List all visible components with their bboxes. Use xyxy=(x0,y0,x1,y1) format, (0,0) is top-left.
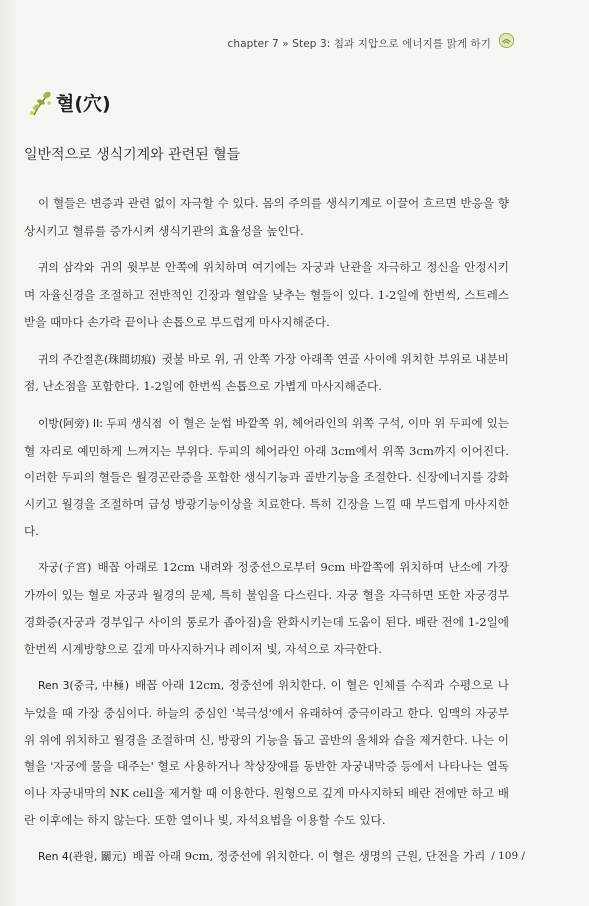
subheading: 일반적으로 생식기계와 관련된 혈들 xyxy=(24,147,241,163)
running-header: chapter 7 » Step 3: 침과 지압으로 에너지를 맑게 하기 xyxy=(227,38,491,50)
body-text xyxy=(24,190,509,881)
paragraph-term: 귀의 주간절흔(珠間切痕) xyxy=(38,352,156,366)
paragraph-text: 배꼽 아래 12cm, 정중선에 위치한다. 이 혈은 인체를 수직과 수평으로 나누었을 때 가장 중심이다. 하늘의 중심인 '북극성'에서 유래하여 중극이라고 한다. 임맥의 자궁부위 위에 위치하고 월경을 조절하며 신, 방광의 기능을 돕고 골반의 울체와 습을 제거한다. 나는 이 혈을 '자궁에 물을 대주는' 혈로 사용하거나 착상장애를 동반한 자궁내막증 등에서 나타나는 열독이나 자궁내막의 NK cell을 제거할 때 이용한다. 원형으로 깊게 마사지하되 배란 전에만 하고 배란 이후에는 하지 않는다. 또한 열이나 빛, 자석요법을 이용할 수도 있다. xyxy=(24,678,509,827)
paragraph xyxy=(24,554,509,662)
paragraph xyxy=(24,254,509,335)
paragraph-text: 배꼽 아래 9cm, 정중선에 위치한다. 이 혈은 생명의 근원, 단전을 가리 xyxy=(132,849,486,864)
paragraph-term: 이방(阿旁) II: 두피 생식점 xyxy=(38,416,163,430)
paragraph-term: Ren 4(관원, 關元) xyxy=(38,850,127,864)
paragraph-text: 귓불 바로 위, 귀 안쪽 가장 아래쪽 연골 사이에 위치한 부위로 내분비점, 난소점을 포함한다. 1-2일에 한번씩 손톱으로 가볍게 마사지해준다. xyxy=(24,351,509,394)
paragraph-text: 배꼽 아래로 12cm 내려와 정중선으로부터 9cm 바깥쪽에 위치하며 난소에 가장 가까이 있는 혈로 자궁과 월경의 문제, 특히 불임을 다스린다. 자궁 혈을 자극하면 또한 자궁경부경화증(자궁과 경부입구 사이의 통로가 좁아짐)을 완화시키는데 도움이 된다. 배란 전에 1-2일에 한번씩 시계방향으로 깊게 마사지하거나 레이저 빛, 자석으로 자극한다. xyxy=(24,560,509,656)
section-title: 혈(穴) xyxy=(56,93,111,115)
page-number: / 109 / xyxy=(491,850,525,862)
flower-sprig-icon xyxy=(28,88,54,118)
paragraph xyxy=(24,190,509,244)
paragraph-term: 귀의 삼각와 xyxy=(38,261,95,275)
paragraph xyxy=(24,672,509,833)
lotus-circle-icon xyxy=(498,32,515,49)
paragraph-text: 귀의 윗부분 안쪽에 위치하며 여기에는 자궁과 난관을 자극하고 정신을 안정시키며 자율신경을 조절하고 전반적인 긴장과 혈압을 낮추는 혈들이 있다. 1-2일에 한번씩, 스트레스 받을 때마다 손가락 끝이나 손톱으로 부드럽게 마사지해준다. xyxy=(24,260,509,329)
paragraph-text: 이 혈은 눈썹 바깥쪽 위, 헤어라인의 위쪽 구석, 이마 위 두피에 있는 혈 자리로 예민하게 느껴지는 부위다. 두피의 헤어라인 아래 3cm에서 위쪽 3cm까지 이어진다. 이러한 두피의 혈들은 월경곤란증을 포함한 생식기능과 골반기능을 조절한다. 신장에너지를 강화시키고 월경을 조절하며 급성 방광기능이상을 치료한다. 특히 긴장을 느낄 때 부드럽게 마사지한다. xyxy=(24,415,509,538)
paragraph xyxy=(24,346,509,400)
paragraph-text: 이 혈들은 변증과 관련 없이 자극할 수 있다. 몸의 주의를 생식기계로 이끌어 흐르면 반응을 향상시키고 혈류를 증가시켜 생식기관의 효율성을 높인다. xyxy=(24,196,509,238)
paragraph-term: Ren 3(중극, 中極) xyxy=(38,679,130,693)
paragraph-term: 자궁(子宮) xyxy=(38,561,92,575)
paragraph xyxy=(24,410,509,545)
paragraph xyxy=(24,843,509,871)
